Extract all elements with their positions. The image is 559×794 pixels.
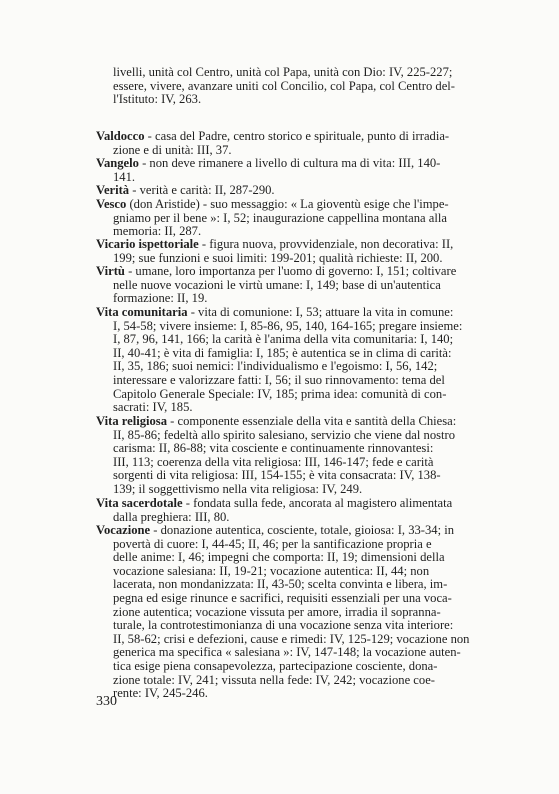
text-line: gniamo per il bene »: I, 52; inaugurazione cappellina montana alla (113, 210, 447, 225)
index-entry-vocazione (96, 524, 506, 701)
text-line: rente: IV, 245-246. (113, 686, 208, 701)
text-line: delle anime: I, 46; impegni che comporta: II, 19; dimensioni della (113, 550, 445, 565)
text-line: 199; sue funzioni e suoi limiti: 199-201; qualità richieste: II, 200. (113, 250, 443, 265)
text-line: interessare e valorizzare fatti: I, 56; il suo rinnovamento: tema del (113, 372, 445, 387)
text-line: - fondata sulla fede, ancorata al magistero alimentata (185, 496, 453, 510)
text-line: livelli, unità col Centro, unità col Papa, unità con Dio: IV, 225-227; (113, 65, 453, 79)
text-line: zione autentica; vocazione vissuta per amore, irradia il sopranna- (113, 604, 441, 619)
text-line: memoria: II, 287. (113, 224, 202, 239)
text-line: carisma: II, 86-88; vita cosciente e continuamente rinnovantesi: (113, 441, 434, 456)
index-entry-vicario-ispettoriale (96, 238, 506, 265)
entry-term: Verità (96, 183, 130, 197)
text-line: pegna ed esige rinunce e sacrifici, requisiti essenziali per una voca- (113, 590, 452, 605)
entry-term: Vita comunitaria (96, 305, 188, 319)
entry-term: Vicario ispettoriale (96, 237, 199, 251)
entry-term: Valdocco (96, 129, 145, 143)
index-entry-verita (96, 184, 506, 198)
text-line: II, 58-62; crisi e defezioni, cause e rimedi: IV, 125-129; vocazione non (113, 631, 470, 646)
text-line: 141. (113, 169, 136, 184)
text-line: - non deve rimanere a livello di cultura ma di vita: III, 140- (142, 156, 441, 170)
entry-term: Vocazione (96, 523, 151, 537)
text-line: - umane, loro importanza per l'uomo di governo: I, 151; coltivare (128, 264, 457, 278)
entry-term: Vita religiosa (96, 414, 168, 428)
text-line: vocazione salesiana: II, 19-21; vocazione autentica: II, 44; non (113, 563, 430, 578)
text-line: generica ma specifica « salesiana »: IV, 147-148; la vocazione auten- (113, 645, 461, 660)
text-line: III, 113; coerenza della vita religiosa: III, 146-147; fede e carità (113, 454, 434, 469)
text-line: sacrati: IV, 185. (113, 400, 193, 415)
index-entry-vesco (96, 198, 506, 239)
text-line: formazione: II, 19. (113, 291, 208, 306)
entry-term: Vita sacerdotale (96, 496, 183, 510)
text-line: - vita di comunione: I, 53; attuare la vita in comune: (190, 305, 454, 319)
text-line: (don Aristide) - suo messaggio: « La gioventù esige che l'impe- (129, 197, 449, 211)
index-entry-vita-comunitaria (96, 306, 506, 415)
text-line: II, 85-86; fedeltà allo spirito salesiano, servizio che viene dal nostro (113, 427, 456, 442)
text-line: povertà di cuore: I, 44-45; II, 46; per la santificazione propria e (113, 536, 432, 551)
text-line: dalla preghiera: III, 80. (113, 509, 230, 524)
text-line: tica esige piena consapevolezza, partecipazione cosciente, dona- (113, 658, 438, 673)
continuation-text (96, 66, 506, 107)
text-line: zione e di unità: III, 37. (113, 142, 232, 157)
page-number: 330 (96, 694, 117, 709)
entry-term: Vangelo (96, 156, 139, 170)
index-entry-vangelo (96, 157, 506, 184)
text-line: l'Istituto: IV, 263. (113, 92, 202, 107)
text-line: - verità e carità: II, 287-290. (132, 183, 275, 197)
text-line: lacerata, non mondanizzata: II, 43-50; scelta convinta e libera, im- (113, 577, 448, 592)
index-entry-virtu (96, 265, 506, 306)
index-entry-vita-religiosa (96, 415, 506, 497)
index-entry-valdocco (96, 130, 506, 157)
text-line: I, 87, 96, 141, 166; la carità è l'anima della vita comunitaria: I, 140; (113, 332, 454, 347)
text-line: - casa del Padre, centro storico e spirituale, punto di irradia- (147, 129, 450, 143)
text-line: - figura nuova, provvidenziale, non decorativa: II, (201, 237, 454, 251)
text-line: zione totale: IV, 241; vissuta nella fede: IV, 242; vocazione coe- (113, 672, 435, 687)
entry-term: Vesco (96, 197, 127, 211)
text-line: nelle nuove vocazioni le virtù umane: I, 149; base di un'autentica (113, 277, 441, 292)
text-line: turale, la controtestimonianza di una vocazione senza vita interiore: (113, 618, 454, 633)
text-line: 139; il soggettivismo nella vita religiosa: IV, 249. (113, 481, 363, 496)
index-entry-vita-sacerdotale (96, 497, 506, 524)
text-line: - donazione autentica, cosciente, totale, gioiosa: I, 33-34; in (153, 523, 455, 537)
text-line: essere, vivere, avanzare uniti col Concilio, col Papa, col Centro del- (113, 78, 456, 93)
text-line: Capitolo Generale Speciale: IV, 185; prima idea: comunità di con- (113, 386, 447, 401)
text-line: II, 35, 186; suoi nemici: l'individualismo e l'egoismo: I, 56, 142; (113, 359, 438, 374)
text-line: sorgenti di vita religiosa: III, 154-155; è vita consacrata: IV, 138- (113, 468, 441, 483)
entry-term: Virtù (96, 264, 125, 278)
text-line: I, 54-58; vivere insieme: I, 85-86, 95, 140, 164-165; pregare insieme: (113, 318, 463, 333)
text-line: II, 40-41; è vita di famiglia: I, 185; è autentica se in clima di carità: (113, 345, 452, 360)
text-line: - componente essenziale della vita e santità della Chiesa: (170, 414, 457, 428)
